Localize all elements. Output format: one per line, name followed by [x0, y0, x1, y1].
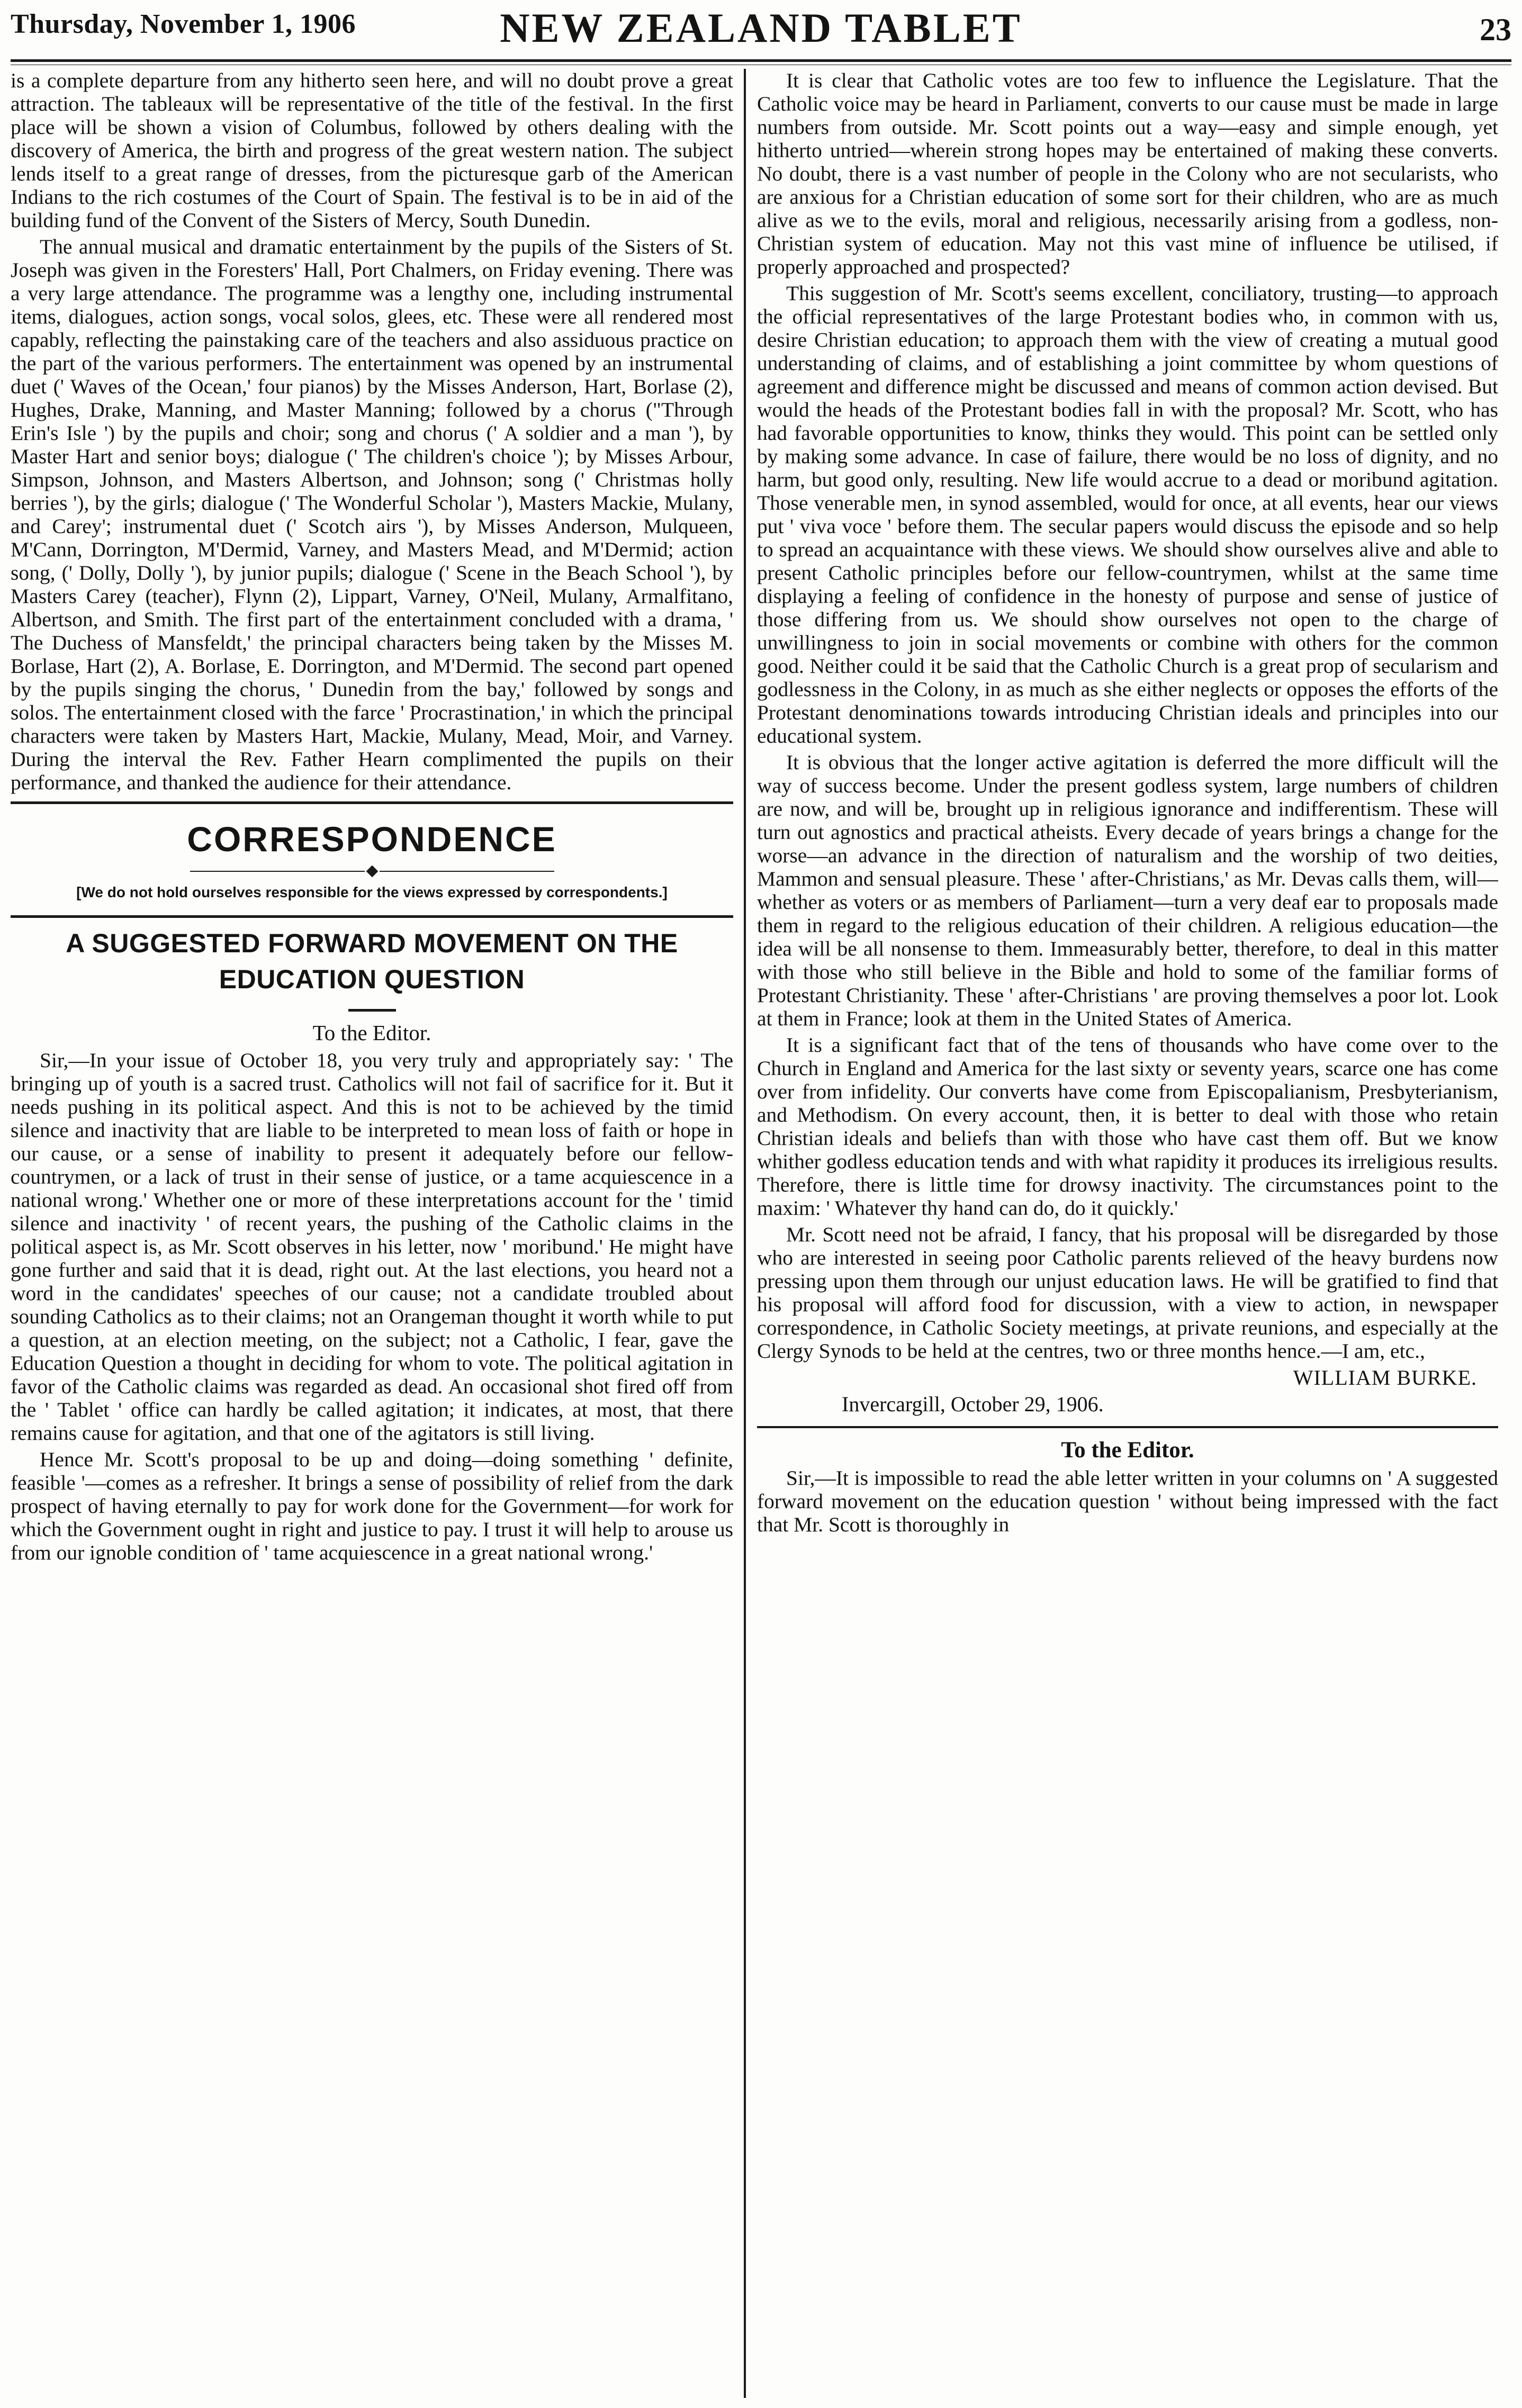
letter-signature: WILLIAM BURKE.: [1293, 1366, 1477, 1390]
letter-paragraph-6: It is a significant fact that of the tens of thousands who have come over to the Church in England and America for the last sixty or seventy years, scarce one has come over from infidelity. Our converts have come from Episcopalianism, Presbyterianism, and Methodism. On every account, then, it is better to deal with those who retain Christian ideals and beliefs than with those who have cast them off. But we know whither godless education tends and with what rapidity it produces its irreligious results. Therefore, there is little time for drowsy inactivity. The circumstances point to the maxim: ' Whatever thy hand can do, do it quickly.': [757, 1033, 1498, 1220]
letter-separator: [757, 1426, 1498, 1428]
concert-paragraph: The annual musical and dramatic entertainment by the pupils of the Sisters of St. Joseph was given in the Foresters' Hall, Port Chalmers, on Friday evening. There was a very large attendance. The programme was a lengthy one, including instrumental items, dialogues, action songs, vocal solos, glees, etc. These were all rendered most capably, reflecting the painstaking care of the teachers and also assiduous practice on the part of the various performers. The entertainment was opened by an instrumental duet (' Waves of the Ocean,' four pianos) by the Misses Anderson, Hart, Borlase (2), Hughes, Drake, Manning, and Master Manning; followed by a chorus ("Through Erin's Isle ') by the pupils and choir; song and chorus (' A soldier and a man '), by Master Hart and senior boys; dialogue (' The children's choice '); by Misses Arbour, Simpson, Johnson, and Masters Albertson, and Johnson; song (' Christmas holly berries '), by the girls; dialogue (' The Wonderful Scholar '), Masters Mackie, Mulany, and Carey'; instrumental duet (' Scotch airs '), by Misses Anderson, Mulqueen, M'Cann, Dorrington, M'Dermid, Varney, and Masters Mead, and M'Dermid; action song, (' Dolly, Dolly '), by junior pupils; dialogue (' Scene in the Beach School '), by Masters Carey (teacher), Flynn (2), Lippart, Varney, O'Neil, Mulany, Armalfitano, Albertson, and Smith. The first part of the entertainment concluded with a drama, ' The Duchess of Mansfeldt,' the principal characters being taken by the Misses M. Borlase, Hart (2), A. Borlase, E. Dorrington, and M'Dermid. The second part opened by the pupils singing the chorus, ' Dunedin from the bay,' followed by songs and solos. The entertainment closed with the farce ' Procrastination,' in which the principal characters were taken by Masters Hart, Mackie, Mulany, Mead, Moir, and Varney. During the interval the Rev. Father Hearn complimented the pupils on their performance, and thanked the audience for their attendance.: [11, 235, 733, 794]
letter-place-date: Invercargill, October 29, 1906.: [842, 1392, 1104, 1416]
issue-date: Thursday, November 1, 1906: [11, 9, 356, 39]
festival-paragraph: is a complete departure from any hitherto seen here, and will no doubt prove a great attraction. The tableaux will be representative of the title of the festival. In the first place will be shown a vision of Columbus, followed by others dealing with the discovery of America, the birth and progress of the great western nation. The subject lends itself to a great range of dresses, from the picturesque garb of the American Indians to the rich costumes of the Court of Spain. The festival is to be in aid of the building fund of the Convent of the Sisters of Mercy, South Dunedin.: [11, 69, 733, 232]
letter-salutation: To the Editor.: [312, 1021, 431, 1045]
ornament-divider: [11, 862, 733, 878]
left-column: [11, 69, 733, 2398]
letter-paragraph-2: Hence Mr. Scott's proposal to be up and doing—doing something ' definite, feasible '—comes as a refresher. It brings a sense of possibility of relief from the dark prospect of having eternally to pay for work done for the Government—for work for which the Government ought in right and justice to pay. I trust it will help to arouse us from our ignoble condition of ' tame acquiescence in a great national wrong.': [11, 1448, 733, 1564]
column-divider: [744, 69, 746, 2398]
letter-paragraph-3: It is clear that Catholic votes are too few to influence the Legislature. That the Catholic voice may be heard in Parliament, converts to our cause must be made in large numbers from outside. Mr. Scott points out a way—easy and simple enough, yet hitherto untried—wherein strong hopes may be entertained of making these converts. No doubt, there is a vast number of people in the Colony who are not secularists, who are anxious for a Christian education of some sort for their children, who are as much alive as we to the evils, moral and religious, necessarily arising from a godless, non-Christian system of education. May not this vast mine of influence be utilised, if properly approached and prospected?: [757, 69, 1498, 278]
section-title: CORRESPONDENCE: [187, 819, 557, 859]
masthead: [11, 4, 1511, 67]
letter-paragraph-5: It is obvious that the longer active agitation is deferred the more difficult will the way of success become. Under the present godless system, large numbers of children are now, and will be, brought up in religious ignorance and indifferentism. These will turn out agnostics and practical atheists. Every decade of years brings a change for the worse—an advance in the direction of naturalism and the worship of two deities, Mammon and sensual pleasure. These ' after-Christians,' as Mr. Devas calls them, will—whether as voters or as members of Parliament—turn a very deaf ear to proposals made them in regard to the religious education of their children. A religious education—the idea will be all nonsense to them. Immeasurably better, therefore, to deal in this matter with those who still believe in the Bible and hold to some of the familiar forms of Protestant Christianity. These ' after-Christians ' are proving themselves a poor lot. Look at them in France; look at them in the United States of America.: [757, 751, 1498, 1030]
editorial-disclaimer: [We do not hold ourselves responsible for the views expressed by correspondents.]: [76, 884, 668, 900]
letter-paragraph-1: Sir,—In your issue of October 18, you very truly and appropriately say: ' The bringing up of youth is a sacred trust. Catholics will not fail of sacrifice for it. But it needs pushing in its political aspect. And this is not to be achieved by the timid silence and inactivity that are liable to be interpreted to mean loss of faith or hope in our cause, or a sense of inability to present it adequately before our fellow-countrymen, or a lack of trust in their sense of justice, or a tame acquiescence in a national wrong.' Whether one or more of these interpretations account for the ' timid silence and inactivity ' of recent years, the pushing of the Catholic claims in the political aspect is, as Mr. Scott observes in his letter, now ' moribund.' He might have gone further and said that it is dead, right out. At the last elections, you heard not a word in the candidates' speeches of our cause; not a candidate troubled about sounding Catholics as to their claims; not an Orangeman thought it worth while to put a question, at an election meeting, on the subject; not a Catholic, I fear, gave the Education Question a thought in deciding for whom to vote. The political agitation in favor of the Catholic claims was regarded as dead. An occasional shot fired off from the ' Tablet ' office can hardly be called agitation; it indicates, at most, that there remains cause for agitation, and that one of the agitators is still living.: [11, 1049, 733, 1445]
title-short-rule: [348, 1009, 396, 1012]
section-rule: [11, 801, 733, 804]
publication-title: NEW ZEALAND TABLET: [500, 5, 1022, 51]
page-number: 23: [1480, 12, 1511, 47]
article-rule: [11, 915, 733, 918]
masthead-rule: [11, 59, 1511, 62]
second-letter-salutation: To the Editor.: [1061, 1438, 1194, 1463]
diamond-icon: [366, 865, 378, 878]
article-title: A SUGGESTED FORWARD MOVEMENT ON THE EDUCATION QUESTION: [66, 928, 678, 994]
second-letter-paragraph-1: Sir,—It is impossible to read the able letter written in your columns on ' A suggested forward movement on the education question ' without being impressed with the fact that Mr. Scott is thoroughly in: [757, 1466, 1498, 1536]
letter-paragraph-4: This suggestion of Mr. Scott's seems excellent, conciliatory, trusting—to approach the official representatives of the large Protestant bodies who, in common with us, desire Christian education; to approach them with the view of creating a mutual good understanding of claims, and of establishing a joint committee by whom questions of agreement and difference might be discussed and means of common action devised. But would the heads of the Protestant bodies fall in with the proposal? Mr. Scott, who has had favorable opportunities to know, thinks they would. This point can be settled only by making some advance. In case of failure, there would be no loss of dignity, and no harm, but good only, resulting. New life would accrue to a dead or moribund agitation. Those venerable men, in synod assembled, would for once, at all events, hear our views put ' viva voce ' before them. The secular papers would discuss the episode and so help to spread an acquaintance with these views. We should show ourselves alive and able to present Catholic principles before our fellow-countrymen, whilst at the same time displaying a feeling of confidence in the honesty of purpose and sense of justice of those differing from us. We should show ourselves not open to the charge of unwillingness to join in social movements or combine with others for the common good. Neither could it be said that the Catholic Church is a great prop of secularism and godlessness in the Colony, in as much as she either neglects or opposes the efforts of the Protestant denominations towards introducing Christian ideals and principles into our educational system.: [757, 282, 1498, 747]
letter-paragraph-7: Mr. Scott need not be afraid, I fancy, that his proposal will be disregarded by those who are interested in seeing poor Catholic parents relieved of the heavy burdens now pressing upon them through our unjust education laws. He will be gratified to find that his proposal will afford food for discussion, with a view to action, in newspaper correspondence, in Catholic Society meetings, at private reunions, and especially at the Clergy Synods to be held at the centres, two or three months hence.—I am, etc.,: [757, 1223, 1498, 1363]
right-column: [757, 69, 1498, 2398]
